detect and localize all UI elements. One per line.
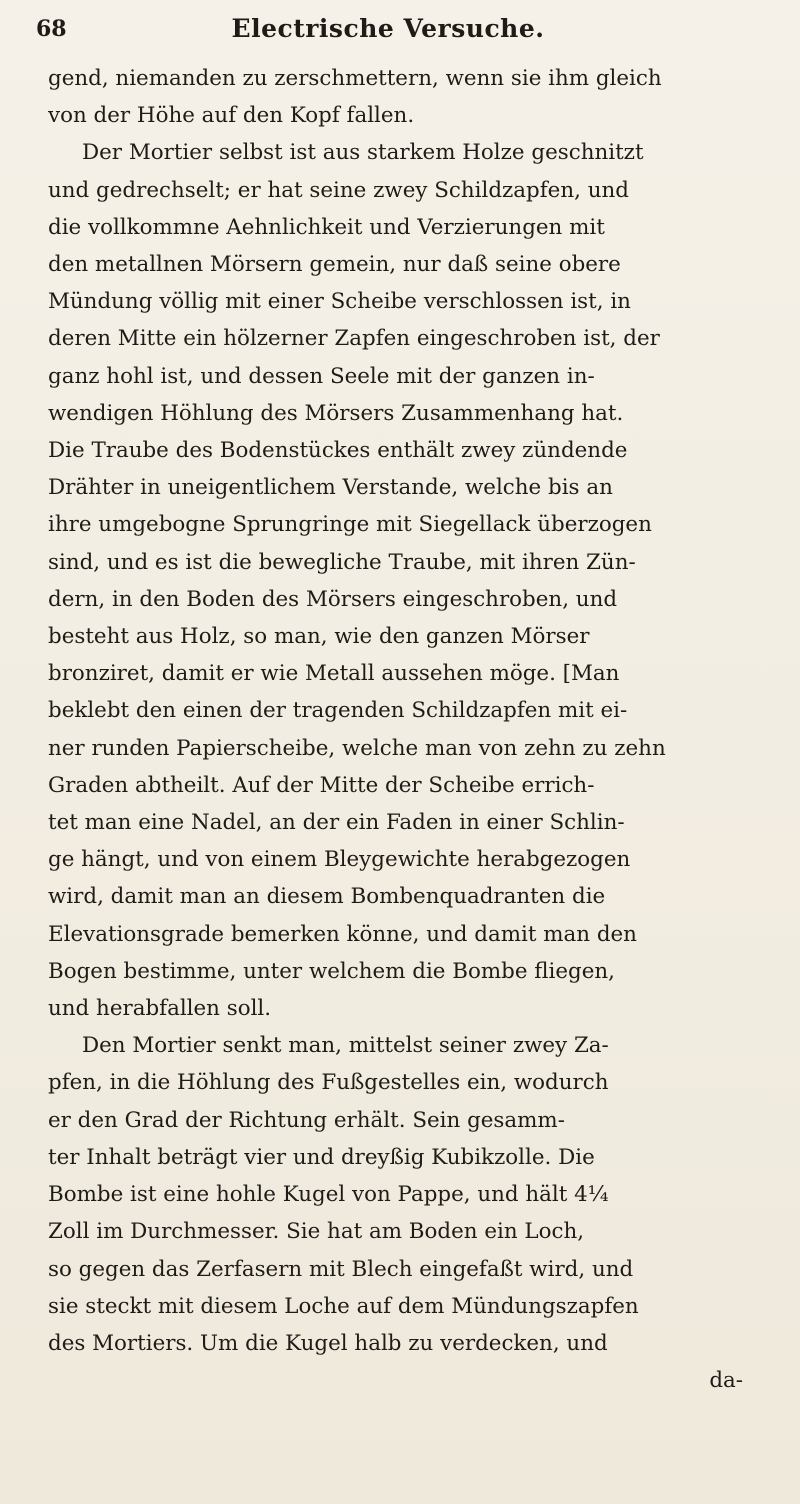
text-line: Graden abtheilt. Auf der Mitte der Scheibe errich- [48, 772, 595, 798]
running-title: Electrische Versuche. [231, 14, 545, 43]
text-line: bronziret, damit er wie Metall aussehen möge. [Man [48, 661, 620, 687]
text-line: so gegen das Zerfasern mit Blech eingefaßt wird, und [48, 1256, 634, 1282]
text-line: ner runden Papierscheibe, welche man von zehn zu zehn [48, 735, 666, 761]
text-line: Bombe ist eine hohle Kugel von Pappe, und hält 4¼ [48, 1182, 609, 1208]
text-line: er den Grad der Richtung erhält. Sein gesamm- [48, 1107, 565, 1133]
text-line: Der Mortier selbst ist aus starkem Holze geschnitzt [82, 140, 644, 166]
text-line: gend, niemanden zu zerschmettern, wenn sie ihm gleich [48, 66, 662, 91]
text-line: Bogen bestimme, unter welchem die Bombe fliegen, [48, 958, 615, 984]
body-text [48, 60, 763, 1399]
text-line: Zoll im Durchmesser. Sie hat am Boden ein Loch, [48, 1219, 585, 1245]
text-line: Den Mortier senkt man, mittelst seiner zwey Za- [82, 1033, 609, 1059]
text-line: beklebt den einen der tragenden Schildzapfen mit ei- [48, 698, 628, 724]
text-line: und herabfallen soll. [48, 996, 272, 1022]
text-line: Die Traube des Bodenstückes enthält zwey zündende [48, 438, 628, 464]
text-line: deren Mitte ein hölzerner Zapfen eingeschroben ist, der [48, 326, 660, 352]
page-number: 68 [36, 16, 67, 42]
text-line: pfen, in die Höhlung des Fußgestelles ein, wodurch [48, 1070, 609, 1096]
text-line: tet man eine Nadel, an der ein Faden in einer Schlin- [48, 810, 625, 836]
text-line: Drähter in uneigentlichem Verstande, welche bis an [48, 475, 613, 501]
text-line: ter Inhalt beträgt vier und dreyßig Kubikzolle. Die [48, 1144, 595, 1170]
page-header [36, 10, 740, 46]
text-line: Mündung völlig mit einer Scheibe verschlossen ist, in [48, 289, 631, 315]
text-line: ge hängt, und von einem Bleygewichte herabgezogen [48, 847, 631, 873]
text-line: besteht aus Holz, so man, wie den ganzen Mörser [48, 624, 590, 650]
catchword: da- [709, 1368, 743, 1394]
text-line: sind, und es ist die bewegliche Traube, mit ihren Zün- [48, 549, 636, 575]
text-line: des Mortiers. Um die Kugel halb zu verdecken, und [48, 1330, 608, 1356]
text-line: wird, damit man an diesem Bombenquadranten die [48, 884, 606, 910]
text-line: Elevationsgrade bemerken könne, und damit man den [48, 921, 637, 947]
text-line: von der Höhe auf den Kopf fallen. [48, 103, 415, 129]
text-line: die vollkommne Aehnlichkeit und Verzierungen mit [48, 214, 605, 240]
text-line: ihre umgebogne Sprungringe mit Siegellack überzogen [48, 512, 652, 538]
text-line: sie steckt mit diesem Loche auf dem Mündungszapfen [48, 1293, 639, 1319]
text-line: und gedrechselt; er hat seine zwey Schildzapfen, und [48, 177, 629, 203]
text-line: den metallnen Mörsern gemein, nur daß seine obere [48, 252, 621, 278]
text-line: wendigen Höhlung des Mörsers Zusammenhang hat. [48, 400, 624, 426]
text-line: ganz hohl ist, und dessen Seele mit der ganzen in- [48, 363, 595, 389]
text-line: dern, in den Boden des Mörsers eingeschroben, und [48, 586, 618, 612]
